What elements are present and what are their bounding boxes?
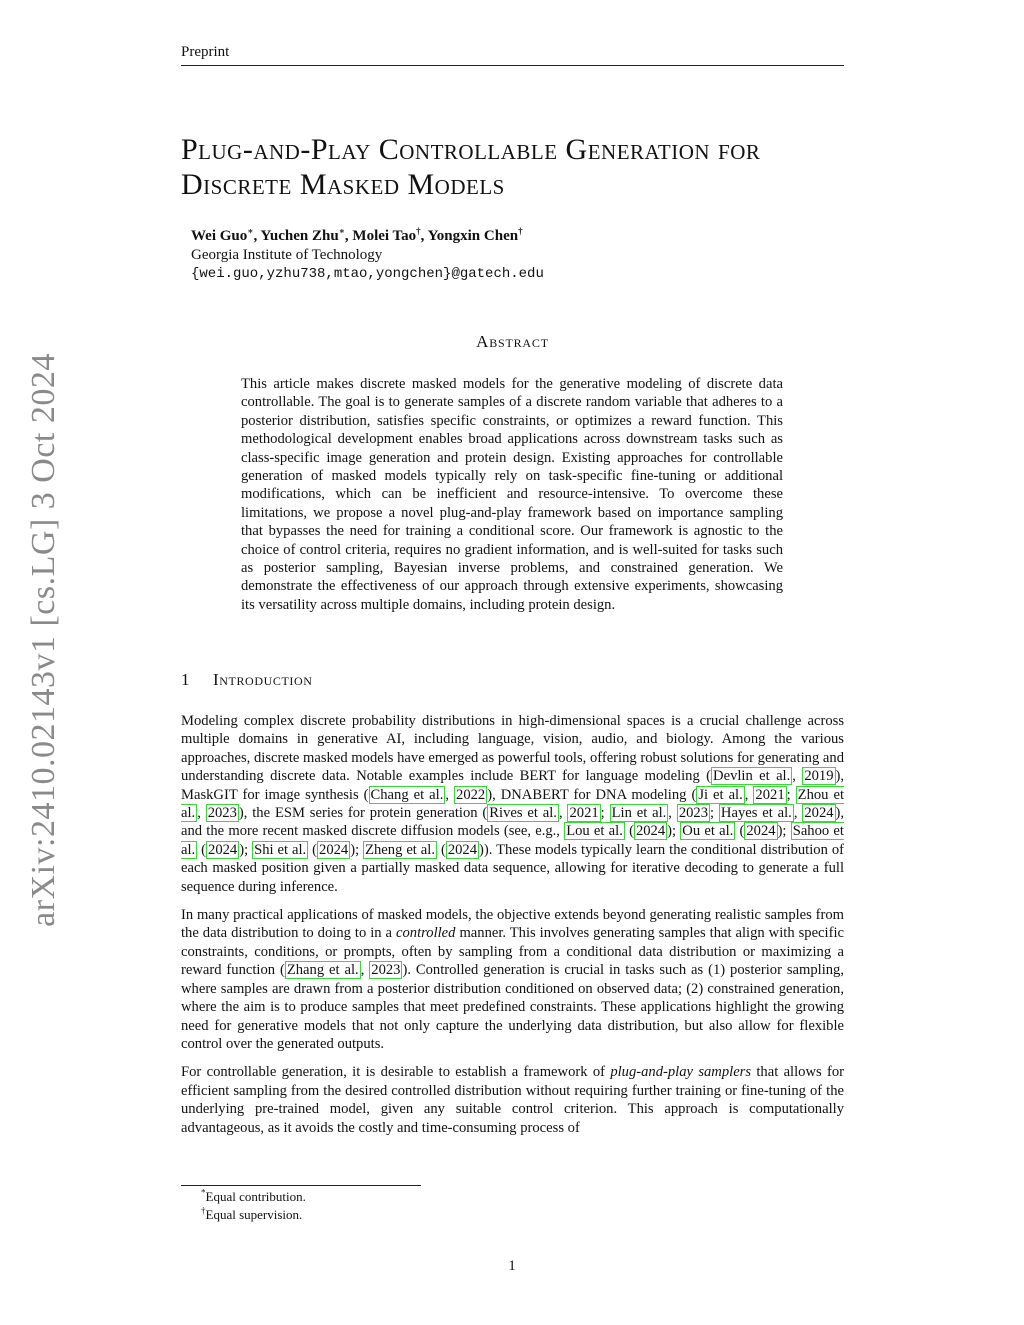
text-run: manner. This involves generating samples that align with specific constraints, conditions, or prompts, often by sampling from a conditional data distribution or maximizing a reward function (: [181, 925, 844, 979]
citation-link[interactable]: 2024: [319, 841, 349, 858]
citation-link[interactable]: 2024: [208, 841, 238, 858]
text-run: Modeling complex discrete probability distributions in high-dimensional spaces is a crucial challenge across multiple domains in generative AI, including language, vision, audio, and biology. Among the various approaches, discrete masked models have emerged as powerful tools, offering robust solutions for generating and understanding discrete data. Notable examples include BERT for language modeling (: [181, 713, 844, 785]
affiliation: Georgia Institute of Technology: [191, 247, 383, 263]
text-run: ), DNABERT for DNA modeling (: [487, 786, 697, 803]
text-run: that allows for efficient sampling from the desired controlled distribution without requiring further training or fine-tuning of the underlying pre-trained model, given any suitable control criterion. This approach is computationally advantageous, as it avoids the costly and time-consuming process of: [181, 1064, 845, 1136]
citation-link[interactable]: Lin et al.: [611, 805, 667, 822]
author-name: Yongxin Chen: [427, 228, 519, 244]
author-emails[interactable]: {wei.guo,yzhu738,mtao,yongchen}@gatech.edu: [191, 266, 544, 282]
author-name: Yuchen Zhu: [260, 228, 339, 244]
text-run: For controllable generation, it is desirable to establish a framework of: [181, 1064, 611, 1081]
arxiv-watermark[interactable]: arXiv:2410.02143v1 [cs.LG] 3 Oct 2024: [25, 353, 62, 927]
author-mark: ∗: [338, 226, 345, 236]
text-run: ), MaskGIT for image synthesis (: [181, 768, 845, 803]
citation-link[interactable]: 2023: [207, 805, 237, 822]
citation-link[interactable]: 2023: [678, 805, 708, 822]
footnote-mark: †: [201, 1205, 206, 1216]
paragraph: [181, 1063, 844, 1137]
author-mark: †: [518, 226, 523, 236]
citation-link[interactable]: Devlin et al.: [713, 768, 791, 785]
section-title: Introduction: [213, 670, 313, 689]
text-run: ). Controlled generation is crucial in tasks such as (1) posterior sampling, where samples are drawn from a posterior distribution conditioned on observed data; (2) constrained generation, where the aim is to produce samples that meet predefined constraints. These applications highlight the growing need for generative models that not only capture the underlying data distribution, but also allow for flexible control over the generated outputs.: [181, 962, 844, 1052]
author-names: Wei Guo∗, Yuchen Zhu∗, Molei Tao†, Yongxin Chen†: [191, 226, 523, 244]
author-name: Wei Guo: [191, 228, 248, 244]
citation-link[interactable]: Ji et al.: [698, 786, 743, 803]
footnote-rule: [181, 1185, 421, 1186]
citation-link[interactable]: Zhou et al.: [181, 786, 845, 822]
paragraph: Modeling complex discrete probability distributions in high-dimensional spaces is a crucial challenge across multiple domains in generative AI, including language, vision, audio, and biology. Among the various approaches, discrete masked models have emerged as powerful tools, offering robust solutions for generating and understanding discrete data. Notable examples include BERT for language modeling ( Devlin et al. , 2019 ), MaskGIT for image synthesis ( Chang et al. , 2022 ), DNABERT for DNA modeling ( Ji et al. , 2021 ; Zhou et al. , 2023 ), the ESM series for protein generation ( Rives et al. , 2021 ; Lin et al. , 2023 ; Hayes et al. , 2024 ), and the more recent masked discrete diffusion models (see, e.g., Lou et al. ( 2024 ); Ou et al. ( 2024 ); Sahoo et al. ( 2024 ); Shi et al. ( 2024 ); Zheng et al. ( 2024 )). These models typically learn the conditional distribution of each masked position given a partially masked data sequence, allowing for iterative decoding to generate a full sequence during inference.: [181, 713, 845, 895]
page-number: 1: [508, 1258, 516, 1274]
text-run: In many practical applications of masked models, the objective extends beyond generating realistic samples from the data distribution to doing to in a: [181, 907, 844, 942]
citation-link[interactable]: 2021: [755, 786, 785, 803]
citation-link[interactable]: 2024: [804, 805, 834, 822]
emphasis: plug-and-play samplers: [610, 1064, 752, 1081]
text-run: ), and the more recent masked discrete diffusion models (see, e.g.,: [181, 805, 845, 840]
title-line-2: Discrete Masked Models: [181, 168, 505, 201]
citation-link[interactable]: Ou et al.: [682, 823, 734, 840]
citation-link[interactable]: 2024: [447, 841, 478, 858]
footnote: [181, 1206, 844, 1224]
citation-link[interactable]: 2023: [371, 962, 401, 979]
abstract-heading: Abstract: [476, 332, 549, 351]
footnote-mark: *: [201, 1187, 206, 1198]
introduction-body: [181, 712, 844, 1147]
author-name: Molei Tao: [352, 228, 417, 244]
running-head-text: Preprint: [181, 44, 230, 60]
paper-title: [181, 132, 844, 202]
title-line-1: Plug-and-Play Controllable Generation for: [181, 133, 761, 166]
abstract-text: This article makes discrete masked models for the generative modeling of discrete data controllable. The goal is to generate samples of a discrete random variable that adheres to a posterior distribution, satisfies specific constraints, or optimizes a reward function. This methodological development enables broad applications across downstream tasks such as class-specific image generation and protein design. Existing approaches for controllable generation of masked models typically rely on task-specific fine-tuning or additional modifications, which can be inefficient and resource-intensive. To overcome these limitations, we propose a novel plug-and-play framework based on importance sampling that bypasses the need for training a conditional score. Our framework is agnostic to the choice of control criteria, requires no gradient information, and is well-suited for tasks such as posterior sampling, Bayesian inverse problems, and constrained generation. We demonstrate the effectiveness of our approach through extensive experiments, showcasing its versatility across multiple domains, including protein design.: [241, 376, 783, 613]
section-number: 1: [181, 670, 191, 689]
citation-link[interactable]: Hayes et al.: [720, 805, 792, 822]
running-header: [181, 44, 844, 66]
text-run: ), the ESM series for protein generation (: [238, 805, 488, 822]
footnote-text: Equal contribution.: [205, 1189, 306, 1204]
citation-link[interactable]: Shi et al.: [254, 841, 307, 858]
citation-link[interactable]: Chang et al.: [370, 786, 444, 803]
author-block: [191, 227, 544, 284]
author-mark: ∗: [247, 226, 254, 236]
citation-link[interactable]: 2024: [635, 823, 666, 840]
author-mark: †: [416, 226, 421, 236]
text-run: ). These models typically learn the conditional distribution of each masked position given a partially masked data sequence, allowing for iterative decoding to generate a full sequence during inference.: [181, 841, 844, 895]
emphasis: controlled: [396, 925, 456, 942]
citation-link[interactable]: 2021: [569, 805, 599, 822]
citation-link[interactable]: Zhang et al.: [286, 962, 359, 979]
citation-link[interactable]: 2022: [456, 786, 486, 803]
footnote: [181, 1188, 844, 1206]
paragraph: In many practical applications of masked models, the objective extends beyond generating realistic samples from the data distribution to doing to in a controlled manner. This involves generating samples that align with specific constraints, conditions, or prompts, often by sampling from a conditional data distribution or maximizing a reward function ( Zhang et al. , 2023 ). Controlled generation is crucial in tasks such as (1) posterior sampling, where samples are drawn from a posterior distribution conditioned on observed data; (2) constrained generation, where the aim is to produce samples that meet predefined constraints. These applications highlight the growing need for generative models that not only capture the underlying data distribution, but also allow for flexible control over the generated outputs.: [181, 907, 844, 1052]
footnotes: [181, 1185, 844, 1224]
citation-link[interactable]: Zheng et al.: [365, 841, 435, 858]
section-heading: [181, 670, 313, 690]
citation-link[interactable]: 2024: [746, 823, 776, 840]
citation-link[interactable]: Rives et al.: [489, 805, 557, 822]
citation-link[interactable]: Sahoo et al.: [181, 823, 844, 858]
citation-link[interactable]: Lou et al.: [566, 823, 623, 840]
citation-link[interactable]: 2019: [804, 768, 834, 785]
footnote-text: Equal supervision.: [205, 1207, 303, 1222]
